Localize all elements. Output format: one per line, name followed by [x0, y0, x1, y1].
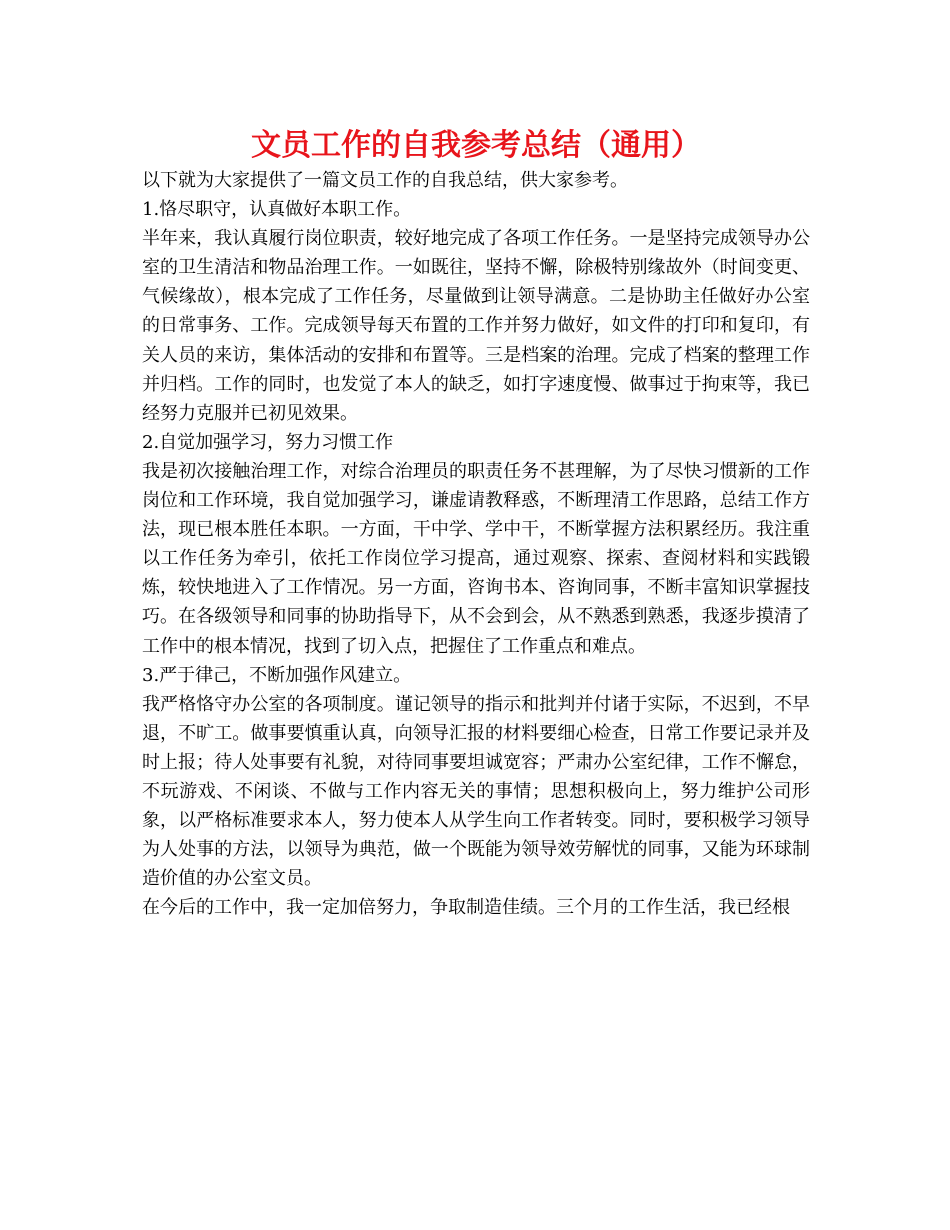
section-paragraph-3: 我严格恪守办公室的各项制度。谨记领导的指示和批判并付诸于实际，不迟到，不早退，不旷工。做事要慎重认真，向领导汇报的材料要细心检查，日常工作要记录并及时上报；待人处事要有礼貌，对待同事要坦诚宽容；严肃办公室纪律，工作不懈怠，不玩游戏、不闲谈、不做与工作内容无关的事情；思想积极向上，努力维护公司形象，以严格标准要求本人，努力使本人从学生向工作者转变。同时，要积极学习领导为人处事的方法，以领导为典范，做一个既能为领导效劳解忧的同事，又能为环球制造价值的办公室文员。	[142, 693, 810, 890]
section-paragraph-1: 半年来，我认真履行岗位职责，较好地完成了各项工作任务。一是坚持完成领导办公室的卫生清洁和物品治理工作。一如既往，坚持不懈，除极特别缘故外（时间变更、气候缘故），根本完成了工作任务，尽量做到让领导满意。二是协助主任做好办公室的日常事务、工作。完成领导每天布置的工作并努力做好，如文件的打印和复印，有关人员的来访，集体活动的安排和布置等。三是档案的治理。完成了档案的整理工作并归档。工作的同时，也发觉了本人的缺乏，如打字速度慢、做事过于拘束等，我已经努力克服并已初见效果。	[142, 228, 810, 424]
section-heading-1: 1.恪尽职守，认真做好本职工作。	[142, 199, 412, 221]
document-title: 文员工作的自我参考总结（通用）	[251, 128, 701, 163]
intro-paragraph: 以下就为大家提供了一篇文员工作的自我总结，供大家参考。	[142, 170, 628, 191]
document-body	[142, 166, 810, 922]
section-heading-2: 2.自觉加强学习，努力习惯工作	[142, 431, 394, 453]
section-paragraph-2: 我是初次接触治理工作，对综合治理员的职责任务不甚理解，为了尽快习惯新的工作岗位和工作环境，我自觉加强学习，谦虚请教释惑，不断理清工作思路，总结工作方法，现已根本胜任本职。一方面，干中学、学中干，不断掌握方法积累经历。我注重以工作任务为牵引，依托工作岗位学习提高，通过观察、探索、查阅材料和实践锻炼，较快地进入了工作情况。另一方面，咨询书本、咨询同事，不断丰富知识掌握技巧。在各级领导和同事的协助指导下，从不会到会，从不熟悉到熟悉，我逐步摸清了工作中的根本情况，找到了切入点，把握住了工作重点和难点。	[142, 460, 810, 657]
closing-paragraph: 在今后的工作中，我一定加倍努力，争取制造佳绩。三个月的工作生活，我已经根	[142, 897, 790, 919]
section-heading-3: 3.严于律己，不断加强作风建立。	[142, 664, 412, 686]
